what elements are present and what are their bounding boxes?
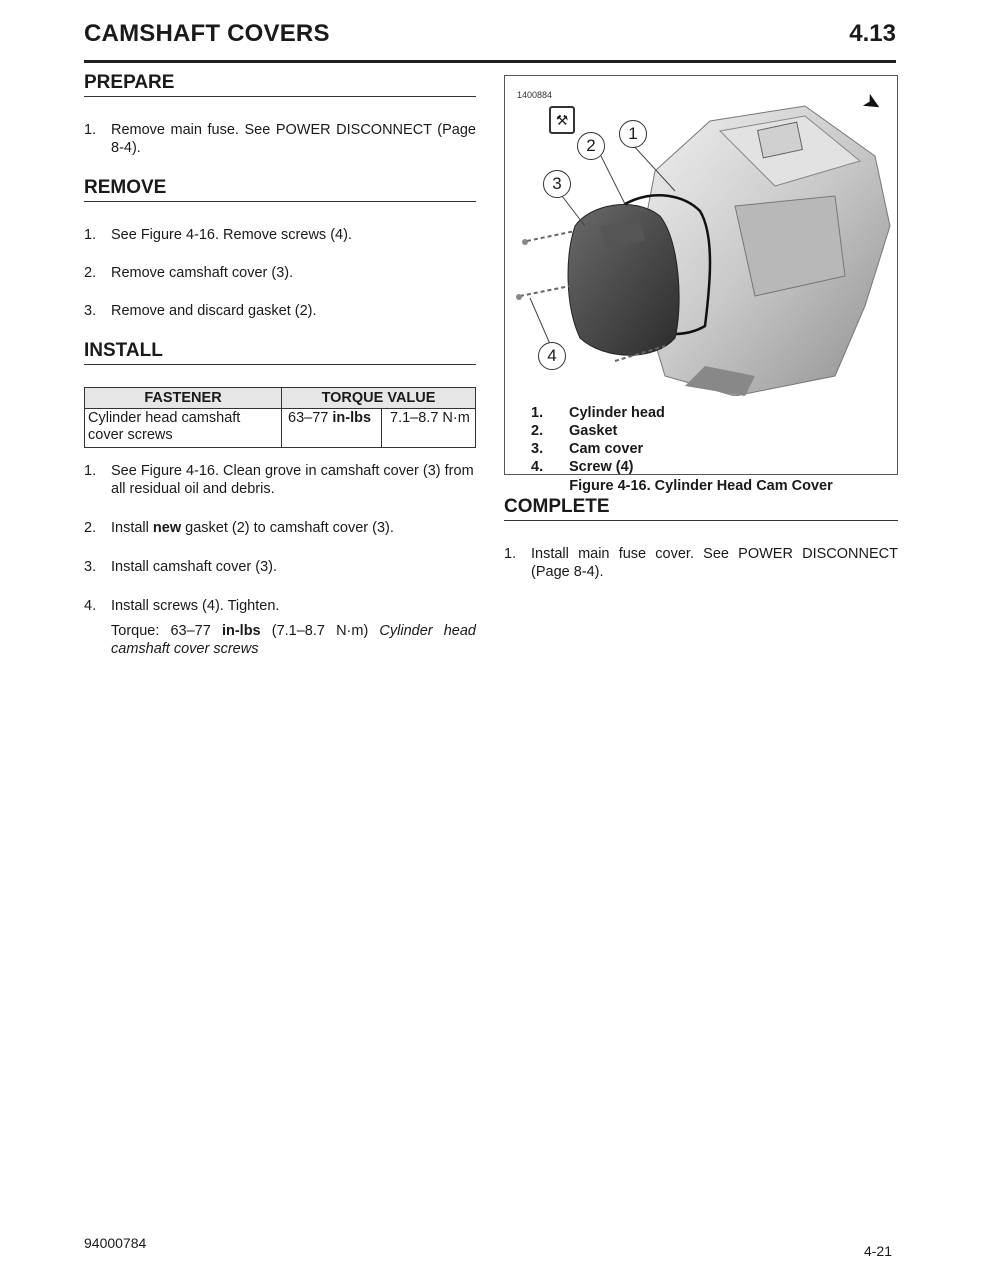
figure-caption: Figure 4-16. Cylinder Head Cam Cover	[569, 478, 833, 494]
step-text: Install main fuse cover. See POWER DISCONNECT (Page 8-4).	[531, 546, 898, 580]
prepare-steps	[84, 121, 476, 157]
step-number: 1.	[84, 463, 97, 479]
step-text: Remove and discard gasket (2).	[111, 303, 317, 319]
step-text: Install new gasket (2) to camshaft cover (3).	[111, 520, 394, 536]
torque-nm-cell: 7.1–8.7 N·m	[382, 409, 476, 448]
list-item	[84, 264, 476, 282]
callout-4: 4	[538, 342, 566, 370]
step-number: 1.	[504, 546, 517, 562]
figure-legend	[531, 404, 665, 476]
list-item	[84, 519, 476, 537]
tool-icon: ⚒	[549, 106, 575, 134]
list-item	[504, 545, 898, 581]
table-header-torque: TORQUE VALUE	[282, 388, 476, 409]
emphasis-new: new	[152, 520, 182, 536]
list-item	[84, 558, 476, 576]
fastener-cell: Cylinder head camshaft cover screws	[85, 409, 282, 448]
callout-2: 2	[577, 132, 605, 160]
table-header-row	[85, 388, 476, 409]
list-item	[84, 302, 476, 320]
torque-note: Torque: 63–77 in-lbs (7.1–8.7 N·m) Cylinder head camshaft cover screws	[111, 623, 476, 657]
legend-row: 4. Screw (4)	[531, 459, 634, 475]
complete-heading: COMPLETE	[504, 496, 898, 521]
list-item	[84, 121, 476, 157]
torque-inlbs-value: 63–77	[288, 410, 329, 426]
step-number: 2.	[84, 520, 97, 536]
section-number: 4.13	[849, 20, 896, 47]
left-column	[84, 72, 476, 658]
torque-inlbs-unit: in-lbs	[332, 410, 372, 426]
figure-image-id: 1400884	[517, 90, 553, 100]
figure-frame	[504, 75, 898, 475]
table-header-fastener: FASTENER	[85, 388, 282, 409]
right-column	[504, 72, 898, 581]
complete-steps	[504, 545, 898, 581]
step-text: See Figure 4-16. Remove screws (4).	[111, 227, 352, 243]
direction-arrow-icon: ➤	[857, 87, 887, 119]
title-rule	[84, 60, 896, 63]
torque-note-fastener: Cylinder head camshaft cover screws	[111, 623, 476, 657]
remove-heading: REMOVE	[84, 177, 476, 202]
step-number: 3.	[84, 303, 97, 319]
prepare-heading: PREPARE	[84, 72, 476, 97]
torque-table	[84, 387, 476, 448]
legend-row: 3. Cam cover	[531, 441, 644, 457]
step-number: 4.	[84, 598, 97, 614]
legend-row: 2. Gasket	[531, 423, 618, 439]
install-heading: INSTALL	[84, 340, 476, 365]
cam-cover-shape	[568, 205, 679, 356]
list-item	[84, 226, 476, 244]
step-number: 1.	[84, 227, 97, 243]
install-steps	[84, 462, 476, 615]
torque-inlbs-cell	[282, 409, 382, 448]
step-text: Install screws (4). Tighten.	[111, 598, 280, 614]
step-number: 3.	[84, 559, 97, 575]
list-item	[84, 462, 476, 498]
step-text: Remove main fuse. See POWER DISCONNECT (Page 8-4).	[111, 122, 476, 156]
page-number: 4-21	[863, 1243, 892, 1259]
step-number: 2.	[84, 265, 97, 281]
step-text: Remove camshaft cover (3).	[111, 265, 294, 281]
page-title: CAMSHAFT COVERS	[84, 20, 330, 47]
step-text: See Figure 4-16. Clean grove in camshaft cover (3) from all residual oil and debris.	[111, 463, 474, 497]
remove-steps	[84, 226, 476, 320]
callout-3: 3	[543, 170, 571, 198]
doc-number: 94000784	[84, 1235, 147, 1251]
list-item	[84, 597, 476, 615]
callout-1: 1	[619, 120, 647, 148]
torque-note-unit: in-lbs	[221, 623, 261, 639]
step-text: Install camshaft cover (3).	[111, 559, 277, 575]
legend-row: 1. Cylinder head	[531, 405, 665, 421]
step-number: 1.	[84, 122, 97, 138]
table-row	[85, 409, 476, 448]
